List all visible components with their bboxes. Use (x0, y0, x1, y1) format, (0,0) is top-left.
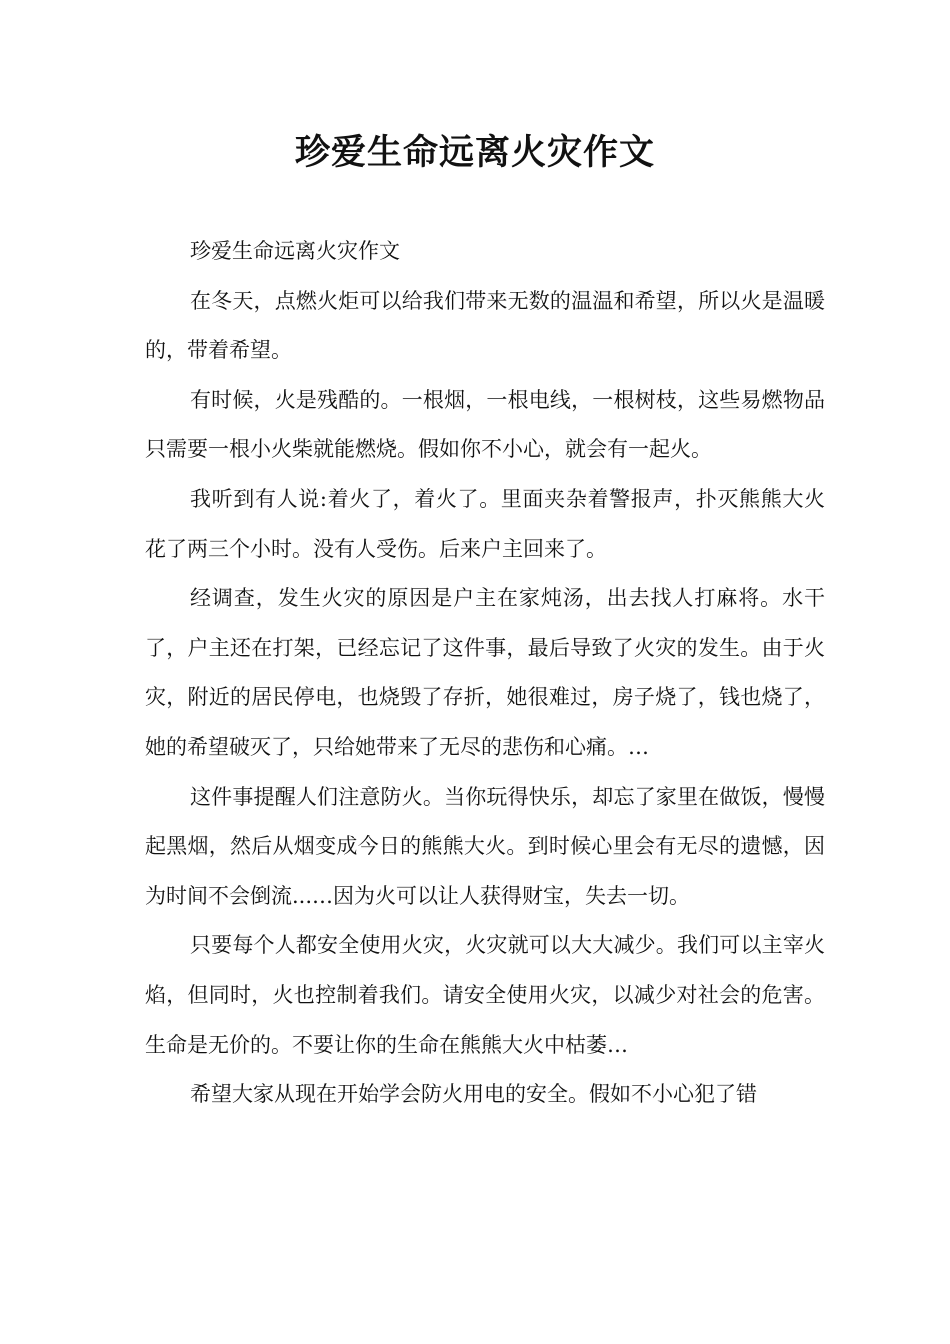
document-title: 珍爱生命远离火灾作文 (294, 133, 655, 173)
document-body (145, 227, 825, 1120)
paragraph: 希望大家从现在开始学会防火用电的安全。假如不小心犯了错 (190, 1082, 757, 1107)
paragraph: 这件事提醒人们注意防火。当你玩得快乐，却忘了家里在做饭，慢慢起黑烟，然后从烟变成今日的熊熊大火。到时候心里会有无尽的遗憾，因为时间不会倒流...…因为火可以让人获得财宝，失去一切。 (145, 784, 825, 908)
paragraph-heading: 珍爱生命远离火灾作文 (190, 239, 400, 263)
paragraph: 在冬天，点燃火炬可以给我们带来无数的温温和希望，所以火是温暖的，带着希望。 (145, 288, 825, 363)
paragraph: 经调查，发生火灾的原因是户主在家炖汤，出去找人打麻将。水干了，户主还在打架，已经忘记了这件事，最后导致了火灾的发生。由于火灾，附近的居民停电，也烧毁了存折，她很难过，房子烧了，钱也烧了，她的希望破灭了，只给她带来了无尽的悲伤和心痛。… (145, 586, 825, 759)
paragraph: 我听到有人说:着火了，着火了。里面夹杂着警报声，扑灭熊熊大火花了两三个小时。没有人受伤。后来户主回来了。 (145, 486, 825, 561)
paragraph: 只要每个人都安全使用火灾，火灾就可以大大减少。我们可以主宰火焰，但同时，火也控制着我们。请安全使用火灾，以减少对社会的危害。生命是无价的。不要让你的生命在熊熊大火中枯萎… (145, 933, 825, 1057)
paragraph: 有时候，火是残酷的。一根烟，一根电线，一根树枝，这些易燃物品只需要一根小火柴就能燃烧。假如你不小心，就会有一起火。 (145, 387, 825, 462)
